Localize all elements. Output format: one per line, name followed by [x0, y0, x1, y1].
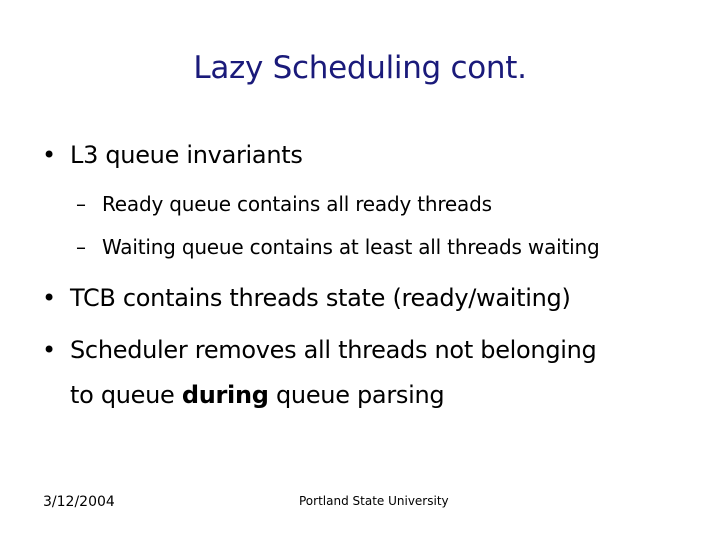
bullet-text-emphasis: during [181, 381, 269, 409]
bullet-item [42, 141, 303, 169]
bullet-text: L3 queue invariants [70, 141, 303, 169]
sub-bullet-item [76, 192, 492, 216]
bullet-marker: • [42, 284, 56, 312]
bullet-continuation [70, 381, 444, 409]
bullet-text: TCB contains threads state (ready/waiting) [70, 284, 571, 312]
sub-bullet-text: Ready queue contains all ready threads [102, 192, 492, 216]
footer-date: 3/12/2004 [43, 494, 115, 510]
bullet-item [42, 284, 571, 312]
sub-bullet-item [76, 235, 599, 259]
sub-bullet-text: Waiting queue contains at least all threads waiting [102, 235, 600, 259]
sub-bullet-marker: – [76, 235, 86, 259]
bullet-text-post: queue parsing [268, 381, 445, 409]
bullet-marker: • [42, 336, 56, 364]
footer-organization: Portland State University [299, 494, 449, 508]
slide-title: Lazy Scheduling cont. [193, 50, 527, 86]
bullet-text-pre: to queue [70, 381, 182, 409]
sub-bullet-marker: – [76, 192, 86, 216]
bullet-item [42, 336, 596, 364]
bullet-marker: • [42, 141, 56, 169]
bullet-text: Scheduler removes all threads not belonging [70, 336, 597, 364]
